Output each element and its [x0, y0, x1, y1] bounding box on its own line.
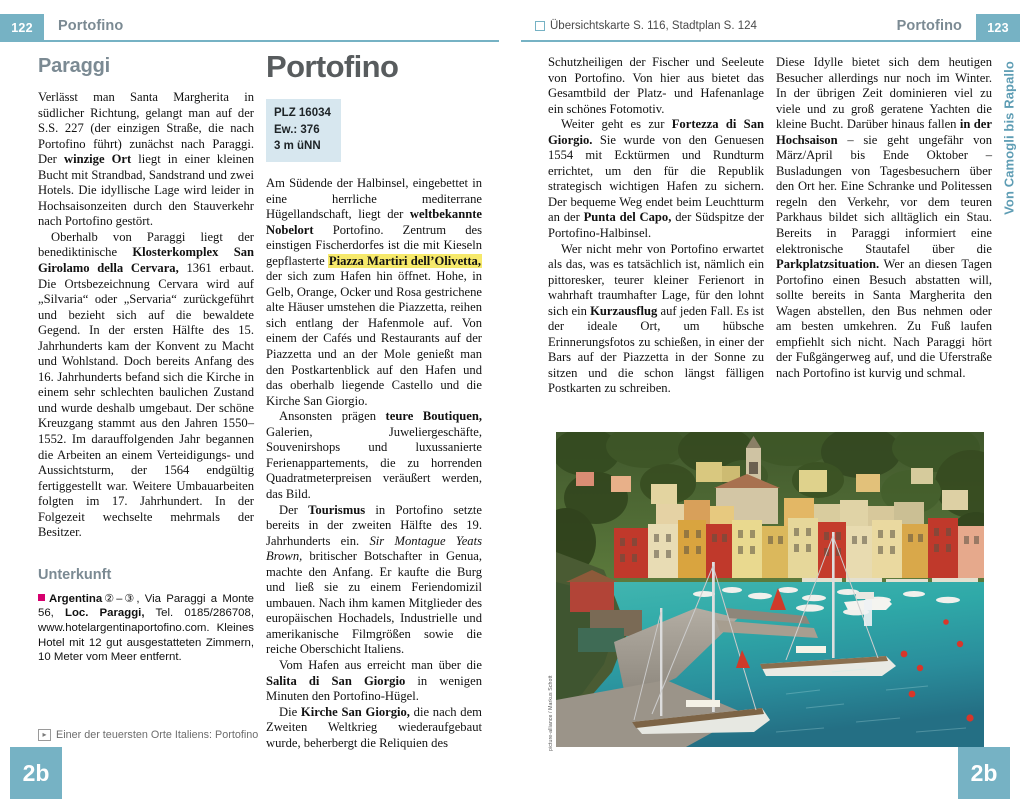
hotel-price-category: ②–③ [102, 592, 137, 605]
page-gutter [509, 0, 511, 799]
text-run: Oberhalb von Paraggi liegt der benediktinische [38, 229, 254, 260]
town-facts-box [266, 99, 341, 162]
text-run: der sich zum Hafen hin öffnet. Hohe, in Gelb, Orange, Ocker und Rosa gestrichene alte Häuser umstehen die Piazzetta, reihen sich entlang der Hafenmole auf. Von einem der Cafés und Restaurants auf der Piazzetta und an der Mole genießt man den Postkartenblick auf den Hafen und das oberhalb liegende Castello und die Kirche San Giorgio. [266, 269, 482, 408]
body-paragraph [38, 230, 254, 541]
portofino-body-part1 [266, 176, 482, 751]
hotel-contact: Tel. 0185/286708, www.hotelargentinaportofino.com. [38, 607, 254, 635]
text-run: auf jeden Fall. Es ist der ideale Ort, um hübsche Erinnerungsfotos zu schießen, in einer der Bars auf der Piazzetta in der Sonne zu sitzen und die schon längst fälligen Postkarten zu schreiben. [548, 303, 764, 396]
map-reference-note [535, 20, 757, 32]
text-run: liegt in einer kleinen Bucht mit Strandbad, Sandstrand und zwei Hotels. Die idyllische Lage wird leider in Hochsaisonzeiten durch den Stauverkehr nach Portofino gestört. [38, 152, 254, 229]
photo-credit: picture-alliance / Markus Schott [548, 675, 554, 751]
body-paragraph [266, 176, 482, 409]
portofino-body-part3 [776, 55, 992, 381]
photo-caption-text: Einer der teuersten Orte Italiens: Portofino [56, 729, 259, 741]
bold-run: teure Boutiquen, [385, 409, 482, 424]
bold-run: Fortezza di San Giorgio. [548, 117, 764, 147]
text-run: Am Südende der Halbinsel, eingebettet in eine herrliche mediterrane Hügellandschaft, liegt der [266, 176, 482, 222]
body-paragraph [266, 658, 482, 705]
bold-run: winzige Ort [63, 152, 132, 167]
bold-run: Parkplatzsituation. [776, 257, 880, 272]
column-three [548, 55, 764, 397]
play-box-icon: ▸ [38, 729, 51, 741]
chapter-side-tab [998, 42, 1020, 234]
body-paragraph [266, 705, 482, 752]
text-run: Verlässt man Santa Margherita in südlicher Richtung, gelangt man auf der S.S. 227 (der einzigen Straße, die nach Portofino führt) zunächst nach Paraggi. Der [38, 90, 254, 167]
text-run: Galerien, Juweliergeschäfte, Souvenirshops und luxussanierte Ferienappartements, die zu horrenden Quadratmeterpreisen veräußert werden, das Bild. [266, 424, 482, 501]
paraggi-body [38, 90, 254, 541]
bottom-marker-right: 2b [958, 747, 1010, 799]
bold-run: Kirche San Giorgio, [300, 704, 410, 719]
right-header-title: Portofino [896, 18, 962, 34]
italic-run: Sir Montague Yeats Brown, [266, 533, 482, 564]
bold-run: Tourismus [308, 502, 366, 517]
map-square-icon [535, 21, 545, 31]
text-run: Portofino. Zentrum des einstigen Fischerdorfes ist die mit Kieseln gepflasterte [266, 222, 482, 268]
text-run: Schutzheiligen der Fischer und Seeleute von Portofino. Von hier aus bietet das Gesamtbild der Platz- und Hafenanlage ein schönes Fotomotiv. [548, 55, 764, 116]
bold-run: in der Hochsaison [776, 117, 992, 147]
photo-caption [38, 729, 368, 741]
hotel-locality: Loc. Paraggi, [64, 607, 145, 620]
right-page-header [521, 14, 1020, 42]
bold-run: Punta del Capo, [583, 210, 672, 225]
left-header-rule [44, 40, 499, 42]
text-run: – sie geht ungefähr von März/April bis Ende Oktober – Busladungen von Tagesbesuchern über den Ort her. Eine Schranke und Politessen regeln den Verkehr, vor dem teuren Parkhaus bildet sich alltäglich ein Stau. Bereits in Paraggi informiert eine elektronische Stautafel über die [776, 132, 992, 256]
chapter-side-tab-label: Von Camogli bis Rapallo [1001, 61, 1017, 215]
body-paragraph [776, 55, 992, 381]
highlighted-term: Piazza Martiri dell’Olivetta, [328, 253, 482, 268]
text-run: Sie wurde von den Genuesen 1554 mit Ecktürmen und Rundturm errichtet, um den für die Republik strategisch wichtigen Hafen zu sichern. Der bequeme Weg endet beim Leuchtturm an der [548, 132, 764, 225]
bottom-marker-left: 2b [10, 747, 62, 799]
text-run: Wer an diesen Tagen Portofino einen Besuch abstatten will, sollte bereits in Santa Margherita den Wagen abstellen, den Bus nehmen oder am besten umkehren. Zu Fuß laufen empfiehlt sich nicht. Nach Paraggi hört der Fußgängerweg auf, und die Uferstraße nach Portofino ist kurvig und schmal. [776, 257, 992, 380]
text-run: Die [279, 704, 301, 719]
bold-run: Klosterkomplex San Girolamo della Cervara, [38, 245, 254, 276]
body-paragraph [548, 55, 764, 117]
column-one [38, 55, 254, 665]
left-page-header [0, 14, 499, 42]
hotel-listing-argentina [38, 592, 254, 665]
harbour-illustration [556, 432, 984, 747]
hotel-bullet-icon [38, 594, 45, 601]
hotel-address: , Via Paraggi a Monte 56, [38, 592, 254, 620]
hotel-name: Argentina [49, 592, 103, 605]
map-reference-text: Übersichtskarte S. 116, Stadtplan S. 124 [550, 20, 757, 32]
left-page-number: 122 [0, 14, 44, 42]
bold-run: Kurzausflug [590, 303, 658, 318]
text-run: Weiter geht es zur [561, 117, 672, 132]
text-run: der Südspitze der Portofino-Halbinsel. [548, 210, 764, 241]
hotel-description: Kleines Hotel mit 12 gut ausgestatteten Zimmern, 10 Meter vom Meer entfernt. [38, 622, 254, 664]
text-run: Wer nicht mehr von Portofino erwartet als das, was es tatsächlich ist, nämlich ein pittoresker, teurer kleiner Ferienort in wahrhaft traumhafter Lage, für den lohnt sich ein [548, 241, 764, 318]
bold-run: weltbekannte Nobelort [266, 207, 482, 237]
body-paragraph [266, 409, 482, 502]
body-paragraph [548, 117, 764, 241]
portofino-body-part2 [548, 55, 764, 397]
text-run: die nach dem Zweiten Weltkrieg wiederaufgebaut wurde, beherbergt die Reliquien des [266, 704, 482, 750]
fact-altitude: 3 m üNN [274, 140, 321, 153]
text-run: Ansonsten prägen [279, 409, 386, 424]
right-header-rule [521, 40, 976, 42]
page-title: Portofino [266, 49, 399, 84]
bold-run: Salita di San Giorgio [266, 673, 406, 688]
fact-postcode: PLZ 16034 [274, 107, 331, 119]
section-heading-paraggi: Paraggi [38, 55, 110, 77]
text-run: in Portofino setzte bereits in der zweiten Hälfte des 19. Jahrhunderts ein. [266, 502, 482, 548]
column-two [266, 49, 482, 751]
body-paragraph [38, 90, 254, 230]
text-run: Diese Idylle bietet sich dem heutigen Besucher allerdings nur noch im Winter. In der übrigen Zeit dominieren viel zu viele und zu groß geratene Yachten die kleine Bucht. Darüber hinaus fallen [776, 55, 992, 132]
column-four [776, 55, 992, 381]
right-page-number: 123 [976, 14, 1020, 42]
text-run: britischer Botschafter in Genua, machte den Anfang. Er kaufte die Burg und ließ sie zu einem Feriendomizil umbauen. Nach ihm kamen Mitglieder des europäischen Hochadels, Industrielle und amerikanische Filmgrößen sowie die reiche Oberschicht Italiens. [266, 549, 482, 657]
left-header-title: Portofino [58, 18, 124, 34]
text-run: in wenigen Minuten den Portofino-Hügel. [266, 673, 482, 704]
text-run: 1361 erbaut. Die Ortsbezeichnung Cervara wird auf „Silvaria“ oder „Servaria“ zurückgeführt und bezieht sich auf die bewaldete Gegend. In der ersten Hälfte des 15. Jahrhunderts kam der Konvent zu Macht und Wohlstand. Doch bereits Anfang des 16. Jahrhunderts befand sich die Kirche in einem sehr schlechten baulichen Zustand und wurde deshalb umgebaut. Der schöne Kreuzgang stammt aus den Jahren 1550–1552. Im darauffolgenden Jahr begannen die Arbeiten an einem Verteidigungs- und Aussichtsturm, der 1564 endgültig fertiggestellt war. Weitere Umbauarbeiten folgten im 17. Jahrhundert. In der Folgezeit wechselte mehrmals der Besitzer. [38, 261, 254, 540]
text-run: Vom Hafen aus erreicht man über die [279, 657, 482, 672]
fact-inhabitants: Ew.: 376 [274, 123, 320, 136]
body-paragraph [266, 503, 482, 658]
subheading-unterkunft: Unterkunft [38, 566, 112, 583]
portofino-harbour-photo [556, 432, 984, 747]
body-paragraph [548, 242, 764, 397]
text-run: Der [279, 502, 309, 517]
